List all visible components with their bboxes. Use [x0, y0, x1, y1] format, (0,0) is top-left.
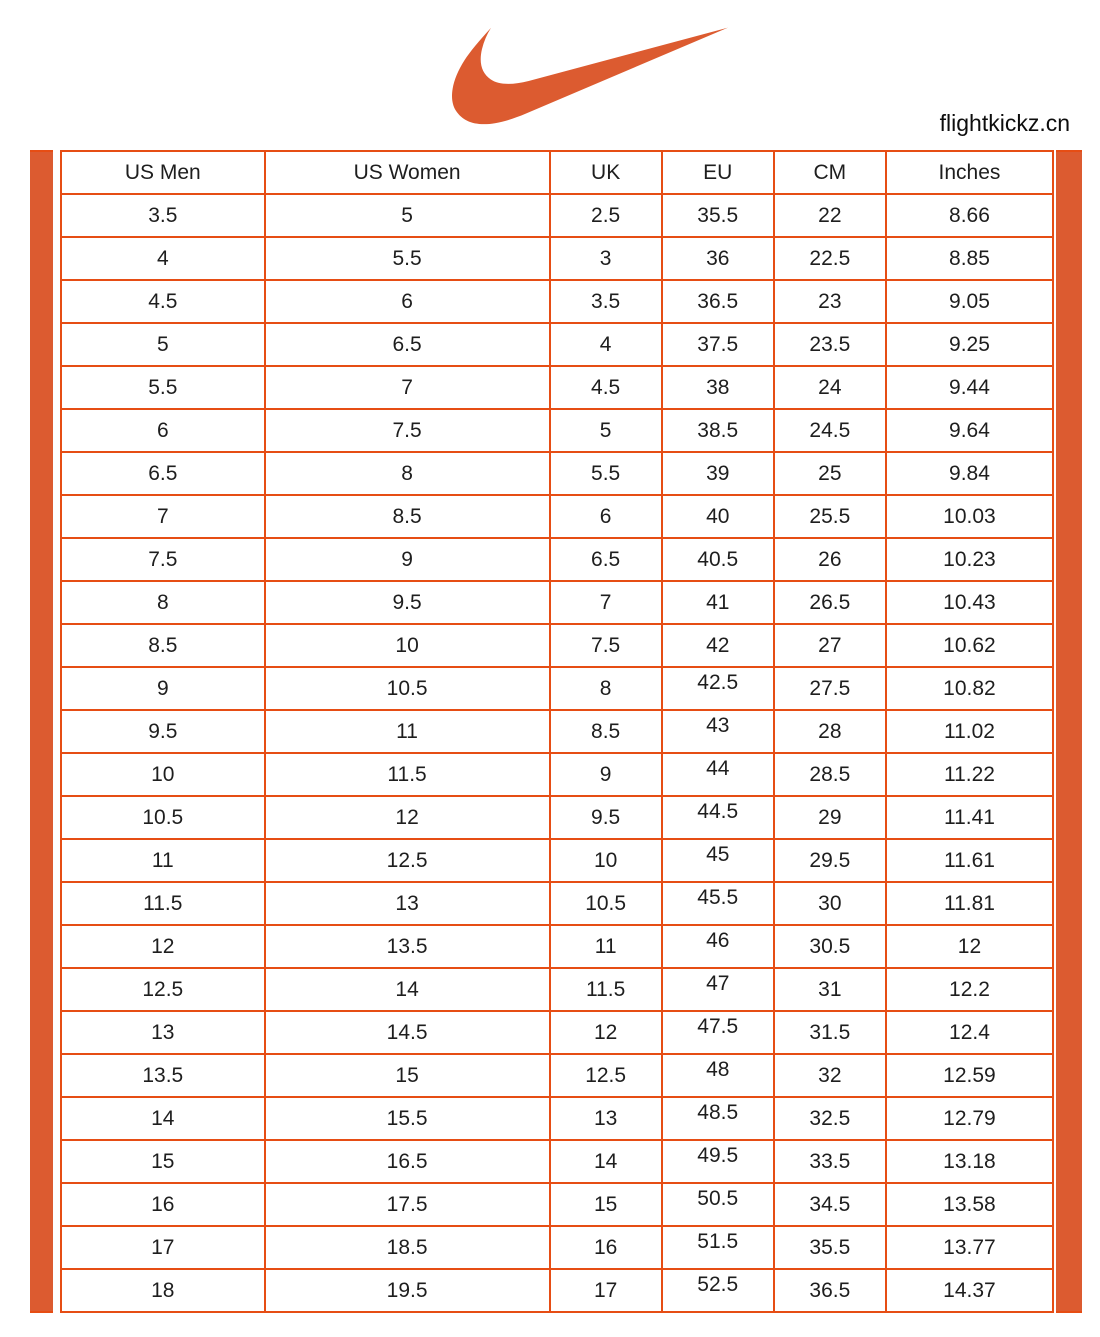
cell-uk: 16 — [550, 1226, 662, 1269]
table-row — [61, 1269, 1053, 1312]
cell-inches: 13.77 — [886, 1226, 1053, 1269]
cell-uk: 8.5 — [550, 710, 662, 753]
cell-cm: 23.5 — [774, 323, 886, 366]
cell-eu: 43 — [662, 710, 774, 753]
cell-inches: 8.85 — [886, 237, 1053, 280]
cell-cm: 31 — [774, 968, 886, 1011]
table-row — [61, 753, 1053, 796]
cell-uk: 14 — [550, 1140, 662, 1183]
table-row — [61, 968, 1053, 1011]
cell-uk: 9.5 — [550, 796, 662, 839]
cell-inches: 10.03 — [886, 495, 1053, 538]
cell-us-men: 7 — [61, 495, 265, 538]
cell-us-men: 14 — [61, 1097, 265, 1140]
cell-cm: 30.5 — [774, 925, 886, 968]
cell-us-women: 16.5 — [265, 1140, 550, 1183]
cell-us-women: 9 — [265, 538, 550, 581]
cell-inches: 8.66 — [886, 194, 1053, 237]
cell-uk: 15 — [550, 1183, 662, 1226]
table-row — [61, 495, 1053, 538]
cell-us-men: 11 — [61, 839, 265, 882]
column-header-eu: EU — [662, 151, 774, 194]
cell-inches: 11.02 — [886, 710, 1053, 753]
cell-cm: 30 — [774, 882, 886, 925]
cell-us-women: 7 — [265, 366, 550, 409]
cell-us-women: 15.5 — [265, 1097, 550, 1140]
column-header-us-men: US Men — [61, 151, 265, 194]
cell-uk: 4.5 — [550, 366, 662, 409]
cell-us-women: 13 — [265, 882, 550, 925]
cell-us-women: 6 — [265, 280, 550, 323]
table-row — [61, 1183, 1053, 1226]
table-row — [61, 925, 1053, 968]
table-row — [61, 237, 1053, 280]
cell-uk: 9 — [550, 753, 662, 796]
cell-us-women: 5 — [265, 194, 550, 237]
table-row — [61, 409, 1053, 452]
table-row — [61, 538, 1053, 581]
column-header-uk: UK — [550, 151, 662, 194]
table-row — [61, 839, 1053, 882]
cell-us-women: 5.5 — [265, 237, 550, 280]
table-row — [61, 452, 1053, 495]
cell-cm: 26.5 — [774, 581, 886, 624]
cell-uk: 17 — [550, 1269, 662, 1312]
cell-us-men: 12 — [61, 925, 265, 968]
cell-cm: 28 — [774, 710, 886, 753]
left-accent-bar — [30, 150, 53, 1313]
cell-uk: 7.5 — [550, 624, 662, 667]
cell-cm: 33.5 — [774, 1140, 886, 1183]
cell-eu: 42.5 — [662, 667, 774, 710]
cell-inches: 10.43 — [886, 581, 1053, 624]
cell-us-men: 11.5 — [61, 882, 265, 925]
cell-inches: 9.25 — [886, 323, 1053, 366]
right-accent-bar — [1056, 150, 1082, 1313]
cell-eu: 47 — [662, 968, 774, 1011]
cell-cm: 25.5 — [774, 495, 886, 538]
table-row — [61, 796, 1053, 839]
cell-inches: 11.81 — [886, 882, 1053, 925]
cell-us-men: 13 — [61, 1011, 265, 1054]
cell-us-men: 17 — [61, 1226, 265, 1269]
cell-eu: 38 — [662, 366, 774, 409]
cell-eu: 37.5 — [662, 323, 774, 366]
table-row — [61, 280, 1053, 323]
cell-inches: 12.79 — [886, 1097, 1053, 1140]
cell-eu: 40 — [662, 495, 774, 538]
cell-us-women: 19.5 — [265, 1269, 550, 1312]
cell-eu: 41 — [662, 581, 774, 624]
cell-uk: 3 — [550, 237, 662, 280]
table-row — [61, 1054, 1053, 1097]
cell-us-men: 12.5 — [61, 968, 265, 1011]
cell-eu: 38.5 — [662, 409, 774, 452]
cell-uk: 11 — [550, 925, 662, 968]
table-header — [61, 151, 1053, 194]
cell-eu: 44 — [662, 753, 774, 796]
table-body — [61, 194, 1053, 1312]
cell-us-men: 4.5 — [61, 280, 265, 323]
cell-us-men: 13.5 — [61, 1054, 265, 1097]
table-row — [61, 624, 1053, 667]
cell-inches: 12.59 — [886, 1054, 1053, 1097]
cell-uk: 12.5 — [550, 1054, 662, 1097]
cell-cm: 27.5 — [774, 667, 886, 710]
cell-us-women: 12.5 — [265, 839, 550, 882]
cell-uk: 11.5 — [550, 968, 662, 1011]
table-row — [61, 882, 1053, 925]
cell-us-men: 9.5 — [61, 710, 265, 753]
cell-uk: 13 — [550, 1097, 662, 1140]
table-row — [61, 323, 1053, 366]
cell-eu: 36 — [662, 237, 774, 280]
cell-cm: 31.5 — [774, 1011, 886, 1054]
cell-inches: 9.84 — [886, 452, 1053, 495]
cell-uk: 12 — [550, 1011, 662, 1054]
cell-inches: 13.58 — [886, 1183, 1053, 1226]
size-chart-frame — [30, 150, 1082, 1313]
cell-inches: 9.64 — [886, 409, 1053, 452]
cell-inches: 11.61 — [886, 839, 1053, 882]
cell-inches: 11.22 — [886, 753, 1053, 796]
cell-eu: 45.5 — [662, 882, 774, 925]
cell-cm: 24 — [774, 366, 886, 409]
cell-uk: 10.5 — [550, 882, 662, 925]
column-header-cm: CM — [774, 151, 886, 194]
cell-us-men: 16 — [61, 1183, 265, 1226]
cell-cm: 27 — [774, 624, 886, 667]
cell-cm: 25 — [774, 452, 886, 495]
cell-us-men: 6.5 — [61, 452, 265, 495]
cell-us-women: 13.5 — [265, 925, 550, 968]
cell-us-men: 9 — [61, 667, 265, 710]
cell-uk: 7 — [550, 581, 662, 624]
cell-uk: 4 — [550, 323, 662, 366]
cell-us-men: 10 — [61, 753, 265, 796]
cell-uk: 6 — [550, 495, 662, 538]
cell-us-women: 17.5 — [265, 1183, 550, 1226]
cell-inches: 9.44 — [886, 366, 1053, 409]
cell-eu: 48.5 — [662, 1097, 774, 1140]
cell-eu: 52.5 — [662, 1269, 774, 1312]
cell-inches: 12.4 — [886, 1011, 1053, 1054]
cell-us-men: 7.5 — [61, 538, 265, 581]
cell-inches: 9.05 — [886, 280, 1053, 323]
cell-inches: 12.2 — [886, 968, 1053, 1011]
cell-inches: 10.23 — [886, 538, 1053, 581]
cell-eu: 44.5 — [662, 796, 774, 839]
column-header-inches: Inches — [886, 151, 1053, 194]
site-name: flightkickz.cn — [939, 110, 1070, 136]
nike-swoosh-icon — [452, 12, 728, 134]
cell-uk: 5 — [550, 409, 662, 452]
cell-us-women: 8 — [265, 452, 550, 495]
column-header-us-women: US Women — [265, 151, 550, 194]
cell-uk: 6.5 — [550, 538, 662, 581]
cell-cm: 28.5 — [774, 753, 886, 796]
cell-us-men: 6 — [61, 409, 265, 452]
cell-us-women: 10 — [265, 624, 550, 667]
cell-cm: 22.5 — [774, 237, 886, 280]
cell-cm: 32.5 — [774, 1097, 886, 1140]
cell-us-men: 15 — [61, 1140, 265, 1183]
cell-cm: 35.5 — [774, 1226, 886, 1269]
cell-eu: 36.5 — [662, 280, 774, 323]
cell-cm: 26 — [774, 538, 886, 581]
cell-us-men: 3.5 — [61, 194, 265, 237]
cell-inches: 12 — [886, 925, 1053, 968]
cell-eu: 45 — [662, 839, 774, 882]
cell-us-men: 4 — [61, 237, 265, 280]
cell-us-women: 11 — [265, 710, 550, 753]
cell-cm: 29.5 — [774, 839, 886, 882]
cell-us-women: 8.5 — [265, 495, 550, 538]
cell-eu: 50.5 — [662, 1183, 774, 1226]
table-row — [61, 194, 1053, 237]
cell-eu: 48 — [662, 1054, 774, 1097]
cell-us-women: 11.5 — [265, 753, 550, 796]
cell-eu: 42 — [662, 624, 774, 667]
cell-inches: 10.82 — [886, 667, 1053, 710]
cell-us-men: 8 — [61, 581, 265, 624]
table-row — [61, 1097, 1053, 1140]
cell-cm: 32 — [774, 1054, 886, 1097]
size-conversion-table — [60, 150, 1054, 1313]
cell-cm: 36.5 — [774, 1269, 886, 1312]
cell-us-women: 15 — [265, 1054, 550, 1097]
cell-eu: 49.5 — [662, 1140, 774, 1183]
cell-us-women: 12 — [265, 796, 550, 839]
cell-us-women: 9.5 — [265, 581, 550, 624]
table-row — [61, 1140, 1053, 1183]
table-row — [61, 581, 1053, 624]
cell-inches: 10.62 — [886, 624, 1053, 667]
cell-cm: 34.5 — [774, 1183, 886, 1226]
cell-uk: 2.5 — [550, 194, 662, 237]
cell-uk: 5.5 — [550, 452, 662, 495]
cell-eu: 46 — [662, 925, 774, 968]
cell-us-women: 6.5 — [265, 323, 550, 366]
cell-eu: 40.5 — [662, 538, 774, 581]
cell-us-women: 14 — [265, 968, 550, 1011]
cell-us-women: 7.5 — [265, 409, 550, 452]
table-row — [61, 710, 1053, 753]
header-row — [61, 151, 1053, 194]
cell-uk: 8 — [550, 667, 662, 710]
cell-us-men: 18 — [61, 1269, 265, 1312]
cell-cm: 23 — [774, 280, 886, 323]
cell-us-women: 10.5 — [265, 667, 550, 710]
cell-us-men: 10.5 — [61, 796, 265, 839]
cell-us-women: 18.5 — [265, 1226, 550, 1269]
table-row — [61, 667, 1053, 710]
cell-us-men: 8.5 — [61, 624, 265, 667]
cell-us-men: 5.5 — [61, 366, 265, 409]
table-row — [61, 366, 1053, 409]
cell-uk: 3.5 — [550, 280, 662, 323]
cell-cm: 24.5 — [774, 409, 886, 452]
table-row — [61, 1011, 1053, 1054]
cell-eu: 51.5 — [662, 1226, 774, 1269]
cell-inches: 11.41 — [886, 796, 1053, 839]
cell-inches: 13.18 — [886, 1140, 1053, 1183]
cell-cm: 29 — [774, 796, 886, 839]
cell-eu: 39 — [662, 452, 774, 495]
cell-eu: 35.5 — [662, 194, 774, 237]
cell-us-women: 14.5 — [265, 1011, 550, 1054]
cell-eu: 47.5 — [662, 1011, 774, 1054]
cell-us-men: 5 — [61, 323, 265, 366]
cell-uk: 10 — [550, 839, 662, 882]
table-row — [61, 1226, 1053, 1269]
cell-cm: 22 — [774, 194, 886, 237]
cell-inches: 14.37 — [886, 1269, 1053, 1312]
